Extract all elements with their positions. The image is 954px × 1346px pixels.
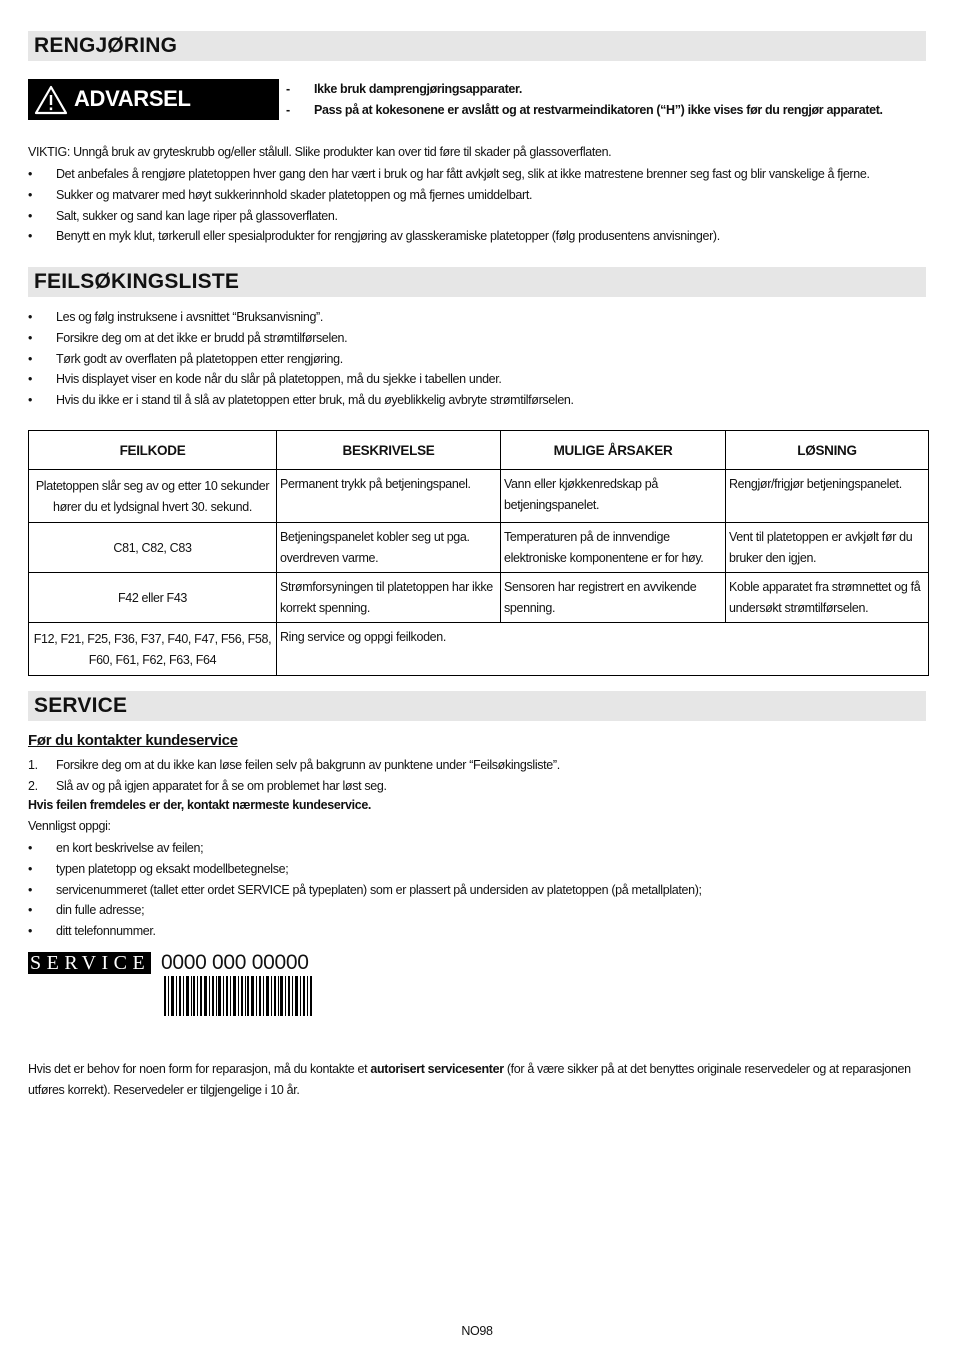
section-title-troubleshooting: FEILSØKINGSLISTE (34, 270, 240, 293)
list-item: • servicenummeret (tallet etter ordet SERVICE på typeplaten) som er plassert på undersiden av platetoppen (på metallplaten); (28, 882, 702, 903)
table-cell: Betjeningspanelet kobler seg ut pga. overdreven varme. (277, 523, 501, 573)
warning-label: ADVARSEL (74, 86, 191, 111)
table-cell: Vann eller kjøkkenredskap på betjeningspanelet. (501, 470, 726, 523)
warning-list (286, 81, 883, 123)
list-item: • Benytt en myk klut, tørkerull eller spesialprodukter for rengjøring av glasskeramiske platetopper (følg produsentens anvisninger). (28, 228, 870, 249)
error-code-table (28, 430, 929, 676)
table-row (29, 470, 929, 523)
warning-item: - Pass på at kokesonene er avslått og at restvarmeindikatoren (“H”) ikke vises før du rengjør apparatet. (286, 102, 883, 123)
section-header-cleaning (28, 31, 926, 61)
barcode-icon (164, 976, 312, 1016)
list-item: • din fulle adresse; (28, 902, 702, 923)
table-row (29, 573, 929, 623)
service-info-list (28, 840, 702, 944)
warning-box (28, 79, 279, 120)
table-cell: Permanent trykk på betjeningspanel. (277, 470, 501, 523)
list-item: • Hvis displayet viser en kode når du slår på platetoppen, må du sjekke i tabellen under. (28, 371, 574, 392)
list-item: 2. Slå av og på igjen apparatet for å se om problemet har løst seg. (28, 778, 560, 799)
list-item: 1. Forsikre deg om at du ikke kan løse feilen selv på bakgrunn av punktene under “Feilsøkingsliste”. (28, 757, 560, 778)
repair-note-text: Hvis det er behov for noen form for reparasjon, må du kontakte et (28, 1062, 371, 1076)
contact-instruction: Hvis feilen fremdeles er der, kontakt nærmeste kundeservice. (28, 798, 372, 812)
column-header: FEILKODE (29, 431, 277, 470)
list-item: • Tørk godt av overflaten på platetoppen etter rengjøring. (28, 351, 574, 372)
page-code: NO98 (461, 1324, 493, 1338)
list-item: • Forsikre deg om at det ikke er brudd på strømtilførselen. (28, 330, 574, 351)
table-cell: Ring service og oppgi feilkoden. (277, 623, 929, 676)
table-cell: Koble apparatet fra strømnettet og få undersøkt strømtilførselen. (726, 573, 929, 623)
table-cell: F12, F21, F25, F36, F37, F40, F47, F56, F58, F60, F61, F62, F63, F64 (29, 623, 277, 676)
list-item: • Salt, sukker og sand kan lage riper på glassoverflaten. (28, 208, 870, 229)
service-label-word: SERVICE (30, 952, 151, 974)
list-item: • Hvis du ikke er i stand til å slå av platetoppen etter bruk, må du øyeblikkelig avbryte strømtilførselen. (28, 392, 574, 413)
service-subheading: Før du kontakter kundeservice (28, 732, 238, 749)
table-cell: Vent til platetoppen er avkjølt før du bruker den igjen. (726, 523, 929, 573)
table-cell: Strømforsyningen til platetoppen har ikke korrekt spenning. (277, 573, 501, 623)
table-cell: Sensoren har registrert en avvikende spenning. (501, 573, 726, 623)
column-header: BESKRIVELSE (277, 431, 501, 470)
section-title-service: SERVICE (34, 694, 128, 717)
repair-note-text: (for å være sikker på at det benyttes originale reservedeler og at reparasjonen utføres korrekt). Reservedeler er tilgjengelige i 10 år. (28, 1062, 911, 1097)
cleaning-list (28, 166, 870, 249)
column-header: LØSNING (726, 431, 929, 470)
list-item: • Les og følg instruksene i avsnittet “Bruksanvisning”. (28, 309, 574, 330)
column-header: MULIGE ÅRSAKER (501, 431, 726, 470)
list-item: • typen platetopp og eksakt modellbetegnelse; (28, 861, 702, 882)
authorized-service-center: autorisert servicesenter (370, 1062, 504, 1076)
list-item: • Det anbefales å rengjøre platetoppen hver gang den har vært i bruk og har fått avkjølt seg, slik at ikke matrestene brenner seg fast og blir vanskelige å fjerne. (28, 166, 870, 187)
warning-item: - Ikke bruk damprengjøringsapparater. (286, 81, 883, 102)
warning-triangle-icon (34, 85, 68, 115)
service-steps (28, 757, 560, 799)
section-title-cleaning: RENGJØRING (34, 34, 178, 57)
list-item: • Sukker og matvarer med høyt sukkerinnhold skader platetoppen og må fjernes umiddelbart. (28, 187, 870, 208)
table-cell: F42 eller F43 (29, 573, 277, 623)
table-cell: Temperaturen på de innvendige elektroniske komponentene er for høy. (501, 523, 726, 573)
table-row (29, 623, 929, 676)
troubleshooting-list (28, 309, 574, 413)
table-header-row (29, 431, 929, 470)
repair-note (28, 1059, 928, 1101)
list-item: • en kort beskrivelse av feilen; (28, 840, 702, 861)
table-cell: Rengjør/frigjør betjeningspanelet. (726, 470, 929, 523)
table-cell: C81, C82, C83 (29, 523, 277, 573)
list-item: • ditt telefonnummer. (28, 923, 702, 944)
please-state-label: Vennligst oppgi: (28, 819, 111, 833)
section-header-service (28, 691, 926, 721)
table-cell: Platetoppen slår seg av og etter 10 sekunder hører du et lydsignal hvert 30. sekund. (29, 470, 277, 523)
important-note: VIKTIG: Unngå bruk av gryteskrubb og/eller stålull. Slike produkter kan over tid føre til skader på glassoverflaten. (28, 145, 612, 159)
service-label-number: 0000 000 00000 (161, 951, 309, 974)
section-header-troubleshooting (28, 267, 926, 297)
table-row (29, 523, 929, 573)
